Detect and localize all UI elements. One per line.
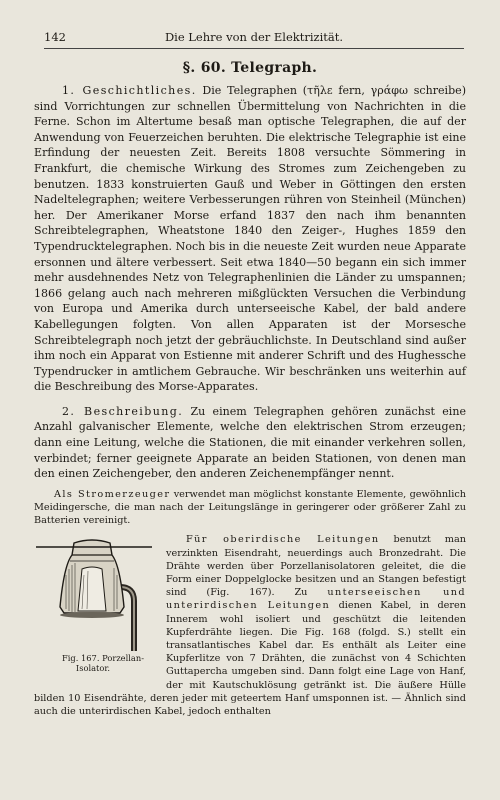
figure-caption: Fig. 167. Porzellan-Isolator. bbox=[62, 653, 144, 674]
porcelain-insulator-icon bbox=[34, 535, 154, 651]
running-title: Die Lehre von der Elektrizität. bbox=[164, 30, 344, 44]
section-title: §. 60. Telegraph. bbox=[182, 60, 318, 76]
paragraph-text: dienen Kabel, in deren Innerem wohl isoliert und geschützt die leitenden Kupferdrähte liegen. Die Fig. 168 (folgd. S.) stellt ein transatlantisches Kabel dar. Es enthält als Leiter eine Kupferlitze von 7 Drähten, die zunächst von 4 Schichten Guttapercha umgeben sind. Dann folgt eine Lage von Hanf, der mit Kautschuklösung getränkt ist. Die äußere Hülle bilden 10 Eisendrähte, deren jeder mit geteertem Hanf umsponnen ist. — Ähnlich sind auch die unterirdischen Kabel, jedoch enthalten bbox=[34, 600, 466, 718]
paragraph-power-source bbox=[34, 488, 466, 528]
header-rule bbox=[44, 48, 464, 49]
paragraph-description bbox=[34, 404, 466, 482]
paragraph-lead: 1. Geschichtliches. bbox=[62, 84, 197, 97]
paragraph-lead: 2. Beschreibung. bbox=[62, 404, 184, 418]
body-text bbox=[34, 83, 466, 718]
paragraph-text: Zu einem Telegraphen gehören zunächst eine Anzahl galvanischer Elemente, welche den elektrischen Strom erzeugen; dann eine Leitung, welche die Stationen, die mit einander verkehren sollen, verbindet; ferner geeignete Apparate an beiden Stationen, von denen man den einen Zeichengeber, den anderen Zeichenempfänger nennt. bbox=[34, 404, 466, 481]
paragraph-lead: unterseeischen und unterirdischen Leitungen bbox=[166, 587, 466, 612]
page-number: 142 bbox=[44, 30, 66, 44]
paragraph-text: benutzt man verzinkten Eisendraht, neuerdings auch Bronzedraht. Die Drähte werden über Porzellanisolatoren geleitet, die die Form einer Doppelglocke besitzen und an Stangen befestigt sind (Fig. 167). Zu bbox=[166, 534, 466, 599]
figure-167 bbox=[34, 535, 158, 685]
paragraph-text: verwendet man möglichst konstante Elemente, gewöhnlich Meidingersche, die man nach der Leitungslänge in geringerer oder größerer Zahl zu Batterien vereinigt. bbox=[34, 488, 466, 527]
paragraph-history bbox=[34, 83, 466, 395]
paragraph-lead: Als Stromerzeuger bbox=[54, 488, 171, 500]
paragraph-text: Die Telegraphen (τῆλε fern, γράφω schreibe) sind Vorrichtungen zur schnellen Übermittelung von Nachrichten in die Ferne. Schon im Altertume besaß man optische Telegraphen, die auf der Anwendung von Feuerzeichen beruhten. Die elektrische Telegraphie ist eine Erfindung der neuesten Zeit. Bereits 1808 versuchte Sömmering in Frankfurt, die chemische Wirkung des Stromes zum Zeichengeben zu benutzen. 1833 konstruierten Gauß und Weber in Göttingen den ersten Nadeltelegraphen; weitere Verbesserungen rühren von Steinheil (München) her. Der Amerikaner Morse erfand 1837 den nach ihm benannten Schreibtelegraphen, Wheatstone 1840 den Zeiger-, Hughes 1859 den Typendrucktelegraphen. Noch bis in die neueste Zeit wurden neue Apparate ersonnen und ältere verbessert. Seit etwa 1840—50 begann ein sich immer mehr ausdehnendes Netz von Telegraphenlinien die Länder zu umspannen; 1866 gelang auch nach mehreren mißglückten Versuchen die Verbindung von Europa und Amerika durch unterseeische Kabel, der bald andere Kabellegungen folgten. Von allen Apparaten ist der Morsesche Schreibtelegraph noch jetzt der gebräuchlichste. In Deutschland sind außer ihm noch ein Apparat von Estienne mit anderer Schrift und des Hughessche Typendrucker in amtlichem Gebrauche. Wir beschränken uns weiterhin auf die Beschreibung des Morse-Apparates. bbox=[34, 84, 467, 394]
paragraph-lead: Für oberirdische Leitungen bbox=[186, 534, 380, 546]
wire-section bbox=[34, 533, 466, 718]
running-header bbox=[44, 30, 464, 46]
